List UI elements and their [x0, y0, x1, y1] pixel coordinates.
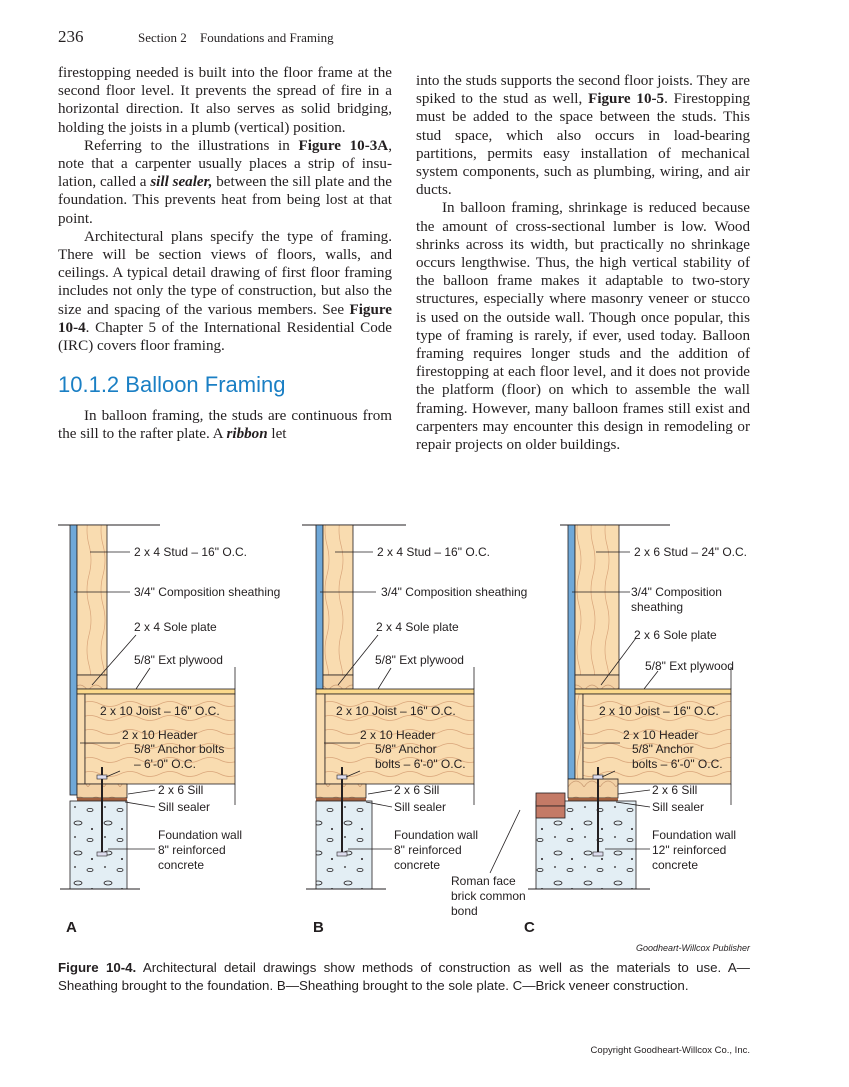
label-sheathing: 3/4" Composition sheathing	[134, 585, 281, 599]
label-anchor-1: 5/8" Anchor bolts	[134, 742, 225, 756]
label-joist: 2 x 10 Joist – 16" O.C.	[336, 704, 456, 718]
copyright-footer: Copyright Goodheart-Willcox Co., Inc.	[590, 1045, 750, 1056]
text-run: let	[267, 426, 287, 443]
label-sole-plate: 2 x 6 Sole plate	[634, 628, 717, 642]
label-sheathing-1: 3/4" Composition	[631, 585, 722, 599]
label-sill-sealer: Sill sealer	[158, 800, 211, 814]
figure-reference: Figure 10-4	[58, 301, 392, 336]
label-joist: 2 x 10 Joist – 16" O.C.	[599, 704, 719, 718]
figure-credit: Goodheart-Willcox Publisher	[636, 943, 750, 953]
figure-reference: Figure 10-3A	[298, 137, 389, 154]
label-brick-1: Roman face	[451, 874, 516, 888]
label-sill: 2 x 6 Sill	[158, 783, 204, 797]
text-run: . Firestopping must be added to the space between the studs. This stud space, which also occurs in load-bearing partitions, permits easy installation of mechanical system components, such as plumbing, wiring, and air ducts.	[416, 91, 750, 199]
label-foundation-2: 8" reinforced	[158, 843, 226, 857]
text-run: between the sill plate and the foundation. This prevents heat from being lost at that point.	[58, 174, 392, 227]
label-plywood: 5/8" Ext plywood	[134, 653, 223, 667]
label-plywood: 5/8" Ext plywood	[645, 659, 734, 673]
label-anchor-1: 5/8" Anchor	[375, 742, 437, 756]
key-term: sill sealer,	[150, 174, 213, 191]
label-joist: 2 x 10 Joist – 16" O.C.	[100, 704, 220, 718]
text-run: Architectural plans specify the type of framing. There will be section views of floors, walls, and ceilings. A typical detail drawing of first floor framing includes not only the type of construction, but also the size and spacing of the various members. See	[58, 228, 392, 318]
caption-label: Figure 10-4.	[58, 960, 137, 975]
caption-text: Architectural detail drawings show methods of construction as well as the materials to use. A—Sheathing brought to the foundation. B—Sheathing brought to the sole plate. C—Brick veneer construction.	[58, 960, 750, 993]
label-sole-plate: 2 x 4 Sole plate	[134, 620, 217, 634]
label-anchor-1: 5/8" Anchor	[632, 742, 694, 756]
figure-caption	[58, 959, 750, 995]
label-stud: 2 x 4 Stud – 16" O.C.	[134, 545, 247, 559]
label-header: 2 x 10 Header	[623, 728, 699, 742]
label-anchor-2: bolts – 6'-0" O.C.	[375, 757, 466, 771]
label-foundation-2: 8" reinforced	[394, 843, 462, 857]
panel-letter-b: B	[313, 919, 324, 935]
left-column	[58, 64, 392, 444]
label-foundation-3: concrete	[652, 858, 699, 872]
text-run: into the studs supports the second floor joists. They are spiked to the stud as well,	[416, 73, 750, 108]
label-sole-plate: 2 x 4 Sole plate	[376, 620, 459, 634]
label-plywood: 5/8" Ext plywood	[375, 653, 464, 667]
page-number: 236	[58, 27, 84, 46]
running-head	[138, 30, 334, 46]
panel-letter-a: A	[66, 919, 77, 935]
panel-letter-c: C	[524, 919, 535, 935]
label-foundation-1: Foundation wall	[652, 828, 737, 842]
label-sill-sealer: Sill sealer	[394, 800, 447, 814]
label-sheathing: 3/4" Composition sheathing	[381, 585, 528, 599]
label-sheathing-2: sheathing	[631, 600, 684, 614]
paragraph: firestopping needed is built into the floor frame at the second floor level. It prevents the spread of fire in a horizontal direction. It also serves as solid bridging, holding the joists in a plumb (vertical) position.	[58, 65, 392, 136]
label-brick-3: bond	[451, 904, 478, 918]
label-foundation-1: Foundation wall	[158, 828, 243, 842]
label-sill: 2 x 6 Sill	[652, 783, 698, 797]
paragraph: In balloon framing, shrinkage is reduced because the amount of cross-sectional lumber is low. Wood shrinks across its width, but practically no shrinkage occurs lengthwise. Thus, the high vertical stability of the balloon frame makes it adaptable to two-story structures, especially where masonry veneer or stucco is used on the outside wall. Though once popular, this type of framing is rarely, if ever, used today. Balloon framing requires longer studs and the addition of firestopping at each floor level, and it does not provide the platform (floor) on which to assemble the wall framing. However, many balloon frames still exist and carpenters may encounter this design in remodeling or repair projects on older buildings.	[416, 200, 750, 454]
label-stud: 2 x 6 Stud – 24" O.C.	[634, 545, 747, 559]
figure-reference: Figure 10-5	[588, 91, 665, 108]
section-title: Foundations and Framing	[200, 30, 334, 45]
label-foundation-2: 12" reinforced	[652, 843, 727, 857]
label-sill-sealer: Sill sealer	[652, 800, 705, 814]
section-label: Section 2	[138, 30, 187, 45]
label-stud: 2 x 4 Stud – 16" O.C.	[377, 545, 490, 559]
label-sill: 2 x 6 Sill	[394, 783, 440, 797]
paragraph	[58, 137, 392, 228]
label-brick-2: brick common	[451, 889, 526, 903]
label-header: 2 x 10 Header	[360, 728, 436, 742]
text-run: , note that a carpenter usually places a strip of insulation, called a	[58, 137, 392, 191]
label-foundation-3: concrete	[394, 858, 441, 872]
label-anchor-2: bolts – 6'-0" O.C.	[632, 757, 723, 771]
label-foundation-1: Foundation wall	[394, 828, 479, 842]
right-column	[416, 72, 750, 454]
paragraph	[58, 228, 392, 355]
label-anchor-2: – 6'-0" O.C.	[134, 757, 196, 771]
paragraph	[58, 407, 392, 443]
text-run: Referring to the illustrations in	[84, 137, 299, 154]
label-header: 2 x 10 Header	[122, 728, 198, 742]
paragraph	[416, 72, 750, 199]
key-term: ribbon	[226, 426, 268, 443]
label-foundation-3: concrete	[158, 858, 205, 872]
figure-10-4	[40, 515, 780, 935]
text-run: . Chapter 5 of the International Residential Code (IRC) covers floor framing.	[58, 319, 392, 355]
section-heading: 10.1.2 Balloon Framing	[58, 372, 286, 398]
text-run: In balloon framing, the studs are continuous from the sill to the rafter plate. A	[58, 408, 392, 443]
